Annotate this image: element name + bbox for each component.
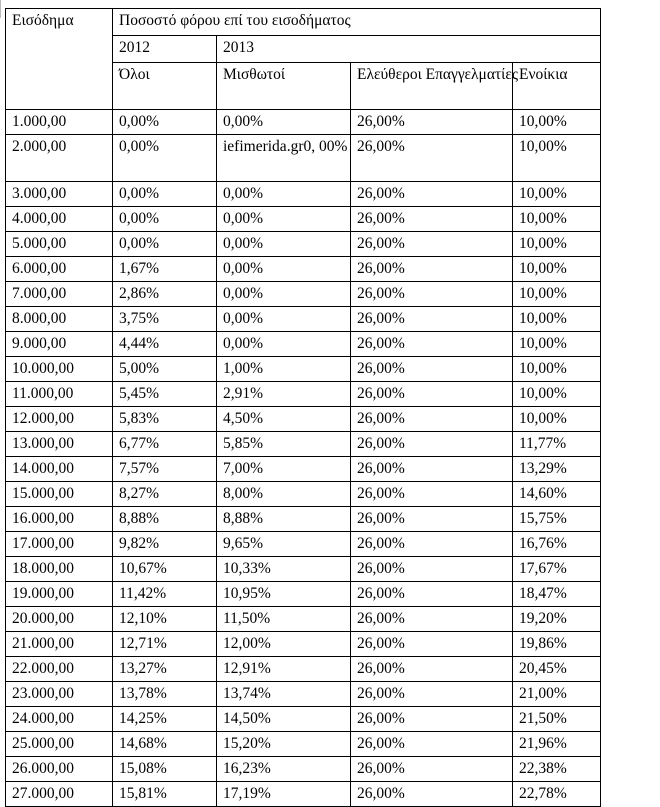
cell-rate-all-2012: 0,00% [113, 110, 217, 135]
table-row [6, 507, 601, 532]
cell-rate-salaried-2013: 0,00% [217, 307, 351, 332]
table-row [6, 257, 601, 282]
table-row [6, 307, 601, 332]
table-row [6, 632, 601, 657]
cell-income: 14.000,00 [6, 457, 113, 482]
cell-income: 4.000,00 [6, 207, 113, 232]
table-row [6, 232, 601, 257]
cell-rate-freelancers-2013: 26,00% [351, 382, 513, 407]
cell-income: 11.000,00 [6, 382, 113, 407]
cell-rate-rent-2013: 10,00% [513, 357, 601, 382]
table-row [6, 432, 601, 457]
tax-table-container [5, 8, 600, 807]
cell-rate-freelancers-2013: 26,00% [351, 135, 513, 182]
cell-rate-rent-2013: 20,45% [513, 657, 601, 682]
cell-income: 2.000,00 [6, 135, 113, 182]
header-category-all: Όλοι [113, 63, 217, 110]
cell-rate-rent-2013: 10,00% [513, 382, 601, 407]
cell-rate-salaried-2013: 17,19% [217, 782, 351, 807]
cell-rate-salaried-2013: 12,91% [217, 657, 351, 682]
cell-rate-freelancers-2013: 26,00% [351, 282, 513, 307]
table-row [6, 757, 601, 782]
cell-income: 6.000,00 [6, 257, 113, 282]
cell-rate-rent-2013: 19,86% [513, 632, 601, 657]
table-row [6, 682, 601, 707]
cell-rate-rent-2013: 14,60% [513, 482, 601, 507]
cell-rate-rent-2013: 21,50% [513, 707, 601, 732]
cell-income: 23.000,00 [6, 682, 113, 707]
cell-rate-rent-2013: 13,29% [513, 457, 601, 482]
cell-rate-salaried-2013: 8,88% [217, 507, 351, 532]
cell-rate-all-2012: 11,42% [113, 582, 217, 607]
cell-rate-rent-2013: 10,00% [513, 282, 601, 307]
cell-rate-salaried-2013: 14,50% [217, 707, 351, 732]
table-row [6, 657, 601, 682]
cell-rate-freelancers-2013: 26,00% [351, 582, 513, 607]
cell-rate-freelancers-2013: 26,00% [351, 110, 513, 135]
cell-rate-freelancers-2013: 26,00% [351, 357, 513, 382]
cell-rate-freelancers-2013: 26,00% [351, 332, 513, 357]
header-income: Εισόδημα [6, 9, 113, 110]
cell-rate-salaried-2013: 8,00% [217, 482, 351, 507]
cell-rate-freelancers-2013: 26,00% [351, 757, 513, 782]
cell-rate-all-2012: 3,75% [113, 307, 217, 332]
cell-rate-salaried-2013: 15,20% [217, 732, 351, 757]
table-row [6, 382, 601, 407]
header-row-group [6, 9, 601, 36]
cell-rate-freelancers-2013: 26,00% [351, 257, 513, 282]
cell-rate-freelancers-2013: 26,00% [351, 557, 513, 582]
cell-rate-freelancers-2013: 26,00% [351, 632, 513, 657]
cell-rate-freelancers-2013: 26,00% [351, 707, 513, 732]
cell-rate-rent-2013: 10,00% [513, 110, 601, 135]
cell-rate-freelancers-2013: 26,00% [351, 432, 513, 457]
cell-rate-all-2012: 5,45% [113, 382, 217, 407]
cell-rate-rent-2013: 10,00% [513, 257, 601, 282]
cell-rate-rent-2013: 21,96% [513, 732, 601, 757]
cell-income: 16.000,00 [6, 507, 113, 532]
table-row [6, 182, 601, 207]
cell-rate-salaried-2013: 0,00% [217, 257, 351, 282]
table-row [6, 557, 601, 582]
header-year-2013: 2013 [217, 36, 601, 63]
cell-rate-salaried-2013: 5,85% [217, 432, 351, 457]
cell-income: 15.000,00 [6, 482, 113, 507]
cell-rate-salaried-2013: 0,00% [217, 232, 351, 257]
header-year-2012: 2012 [113, 36, 217, 63]
cell-rate-rent-2013: 10,00% [513, 135, 601, 182]
cell-rate-freelancers-2013: 26,00% [351, 732, 513, 757]
cell-rate-rent-2013: 16,76% [513, 532, 601, 557]
cell-rate-all-2012: 13,27% [113, 657, 217, 682]
cell-rate-all-2012: 0,00% [113, 182, 217, 207]
cell-rate-all-2012: 6,77% [113, 432, 217, 457]
cell-rate-freelancers-2013: 26,00% [351, 607, 513, 632]
cell-rate-freelancers-2013: 26,00% [351, 782, 513, 807]
cell-rate-freelancers-2013: 26,00% [351, 307, 513, 332]
cell-rate-freelancers-2013: 26,00% [351, 482, 513, 507]
income-tax-rate-table [5, 8, 601, 807]
cell-rate-freelancers-2013: 26,00% [351, 532, 513, 557]
cell-income: 13.000,00 [6, 432, 113, 457]
cell-rate-rent-2013: 18,47% [513, 582, 601, 607]
cell-rate-rent-2013: 11,77% [513, 432, 601, 457]
cell-rate-all-2012: 8,27% [113, 482, 217, 507]
cell-rate-salaried-2013: 0,00% [217, 182, 351, 207]
table-row [6, 607, 601, 632]
cell-rate-all-2012: 5,00% [113, 357, 217, 382]
cell-income: 10.000,00 [6, 357, 113, 382]
page-edge-rule [0, 0, 1, 18]
cell-rate-all-2012: 0,00% [113, 232, 217, 257]
cell-rate-freelancers-2013: 26,00% [351, 657, 513, 682]
cell-rate-salaried-2013: 16,23% [217, 757, 351, 782]
cell-rate-all-2012: 0,00% [113, 135, 217, 182]
cell-rate-salaried-2013: 11,50% [217, 607, 351, 632]
cell-rate-salaried-2013: 7,00% [217, 457, 351, 482]
cell-rate-freelancers-2013: 26,00% [351, 407, 513, 432]
cell-rate-salaried-2013: 0,00% [217, 110, 351, 135]
cell-rate-rent-2013: 10,00% [513, 332, 601, 357]
cell-rate-all-2012: 13,78% [113, 682, 217, 707]
cell-rate-salaried-2013: 13,74% [217, 682, 351, 707]
cell-rate-all-2012: 4,44% [113, 332, 217, 357]
cell-rate-rent-2013: 15,75% [513, 507, 601, 532]
cell-income: 17.000,00 [6, 532, 113, 557]
cell-income: 25.000,00 [6, 732, 113, 757]
cell-rate-rent-2013: 17,67% [513, 557, 601, 582]
cell-rate-rent-2013: 22,78% [513, 782, 601, 807]
cell-income: 20.000,00 [6, 607, 113, 632]
cell-rate-freelancers-2013: 26,00% [351, 682, 513, 707]
cell-rate-rent-2013: 10,00% [513, 307, 601, 332]
cell-rate-salaried-2013: 4,50% [217, 407, 351, 432]
cell-rate-freelancers-2013: 26,00% [351, 207, 513, 232]
cell-rate-all-2012: 9,82% [113, 532, 217, 557]
cell-rate-rent-2013: 21,00% [513, 682, 601, 707]
cell-income: 26.000,00 [6, 757, 113, 782]
table-row [6, 110, 601, 135]
header-category-freelancers: Ελεύθεροι Επαγγελματίες [351, 63, 513, 110]
cell-income: 7.000,00 [6, 282, 113, 307]
cell-rate-all-2012: 14,25% [113, 707, 217, 732]
cell-rate-freelancers-2013: 26,00% [351, 182, 513, 207]
cell-income: 27.000,00 [6, 782, 113, 807]
cell-rate-salaried-2013: 0,00% [217, 332, 351, 357]
table-row [6, 407, 601, 432]
table-row [6, 332, 601, 357]
cell-rate-all-2012: 12,10% [113, 607, 217, 632]
cell-rate-salaried-2013: 0,00% [217, 207, 351, 232]
cell-income: 1.000,00 [6, 110, 113, 135]
table-row [6, 532, 601, 557]
cell-rate-rent-2013: 22,38% [513, 757, 601, 782]
cell-rate-rent-2013: 19,20% [513, 607, 601, 632]
cell-rate-all-2012: 7,57% [113, 457, 217, 482]
table-row [6, 282, 601, 307]
cell-income: 21.000,00 [6, 632, 113, 657]
cell-rate-salaried-2013: 9,65% [217, 532, 351, 557]
table-row [6, 732, 601, 757]
cell-income: 12.000,00 [6, 407, 113, 432]
table-row [6, 457, 601, 482]
cell-rate-all-2012: 15,81% [113, 782, 217, 807]
cell-rate-all-2012: 12,71% [113, 632, 217, 657]
table-header [6, 9, 601, 110]
cell-rate-salaried-2013: iefimerida.gr0, 00% [217, 135, 351, 182]
table-row [6, 582, 601, 607]
cell-income: 18.000,00 [6, 557, 113, 582]
cell-rate-salaried-2013: 12,00% [217, 632, 351, 657]
cell-rate-all-2012: 1,67% [113, 257, 217, 282]
cell-rate-all-2012: 8,88% [113, 507, 217, 532]
cell-rate-rent-2013: 10,00% [513, 182, 601, 207]
table-row [6, 135, 601, 182]
cell-rate-all-2012: 5,83% [113, 407, 217, 432]
table-body [6, 110, 601, 807]
cell-rate-all-2012: 2,86% [113, 282, 217, 307]
cell-rate-rent-2013: 10,00% [513, 232, 601, 257]
cell-income: 5.000,00 [6, 232, 113, 257]
table-row [6, 707, 601, 732]
cell-rate-all-2012: 15,08% [113, 757, 217, 782]
cell-income: 9.000,00 [6, 332, 113, 357]
cell-rate-salaried-2013: 0,00% [217, 282, 351, 307]
cell-rate-all-2012: 10,67% [113, 557, 217, 582]
cell-income: 19.000,00 [6, 582, 113, 607]
table-row [6, 357, 601, 382]
cell-rate-all-2012: 14,68% [113, 732, 217, 757]
cell-rate-freelancers-2013: 26,00% [351, 457, 513, 482]
header-tax-rate-group: Ποσοστό φόρου επί του εισοδήματος [113, 9, 601, 36]
table-row [6, 782, 601, 807]
cell-income: 22.000,00 [6, 657, 113, 682]
cell-rate-salaried-2013: 10,95% [217, 582, 351, 607]
cell-income: 8.000,00 [6, 307, 113, 332]
cell-rate-salaried-2013: 2,91% [217, 382, 351, 407]
cell-income: 24.000,00 [6, 707, 113, 732]
header-category-salaried: Μισθωτοί [217, 63, 351, 110]
table-row [6, 207, 601, 232]
cell-rate-salaried-2013: 10,33% [217, 557, 351, 582]
cell-income: 3.000,00 [6, 182, 113, 207]
cell-rate-freelancers-2013: 26,00% [351, 507, 513, 532]
cell-rate-all-2012: 0,00% [113, 207, 217, 232]
cell-rate-freelancers-2013: 26,00% [351, 232, 513, 257]
cell-rate-rent-2013: 10,00% [513, 407, 601, 432]
header-category-rent: Ενοίκια [513, 63, 601, 110]
cell-rate-rent-2013: 10,00% [513, 207, 601, 232]
cell-rate-salaried-2013: 1,00% [217, 357, 351, 382]
table-row [6, 482, 601, 507]
